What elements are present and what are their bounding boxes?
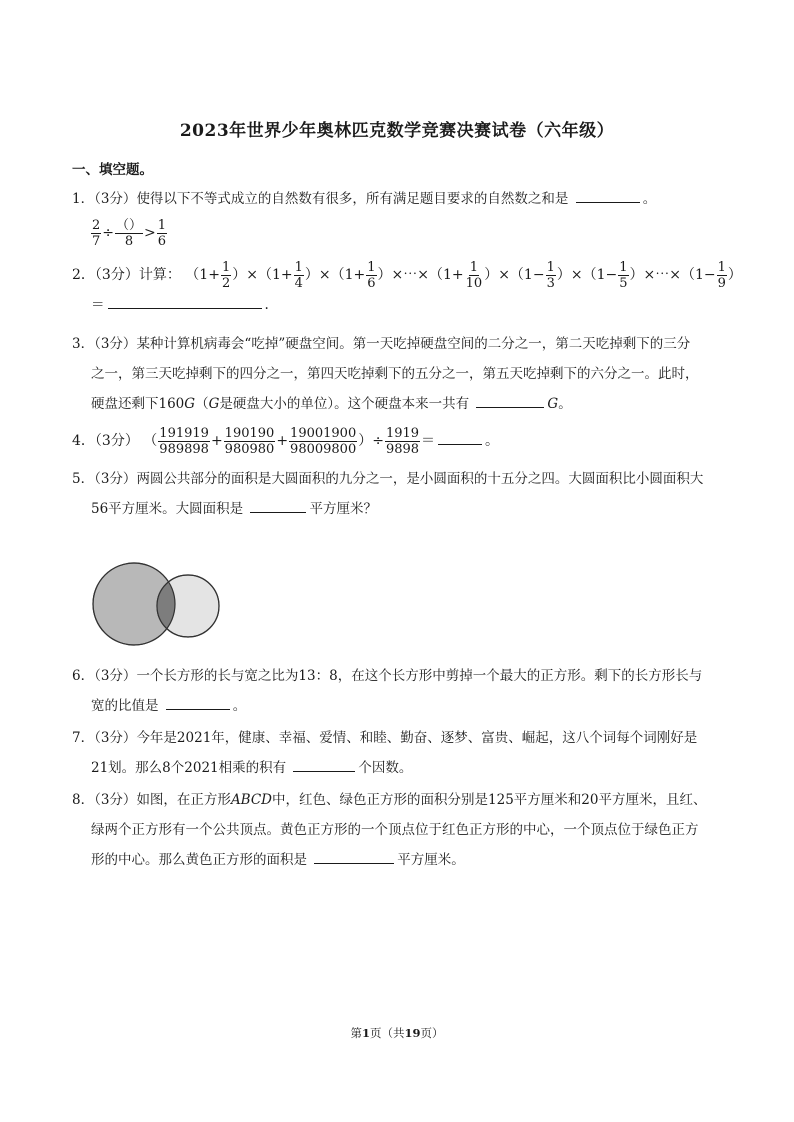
operator: × <box>498 267 510 283</box>
question-7-line-2 <box>72 753 697 783</box>
answer-blank[interactable] <box>166 695 230 710</box>
fraction <box>289 427 357 456</box>
question-score: （3分） <box>94 336 137 352</box>
punctuation: 。 <box>232 698 247 714</box>
question-8 <box>72 785 706 875</box>
square-label: ABCD <box>230 792 273 808</box>
question-3-line-2: 之一，第三天吃掉剩下的四分之一，第四天吃掉剩下的五分之一，第五天吃掉剩下的六分之一。此时， <box>91 366 699 382</box>
numerator: 190190 <box>224 425 275 441</box>
question-score: （3分） <box>94 191 137 207</box>
paren: （1− <box>582 267 618 283</box>
question-text: 是硬盘大小的单位）。这个硬盘本来一共有 <box>219 396 470 412</box>
question-3-line-3 <box>72 389 699 419</box>
denominator: 9 <box>717 275 726 291</box>
question-text: 计算： <box>138 267 181 283</box>
paren: （1− <box>680 267 716 283</box>
fraction <box>157 219 167 248</box>
question-text: （ <box>195 396 209 412</box>
fraction <box>546 261 556 290</box>
question-text: 平方厘米？ <box>309 501 377 517</box>
numerator: 1 <box>546 259 555 275</box>
question-score: （3分） <box>94 668 137 684</box>
denominator: 9898 <box>385 441 420 457</box>
operator: + <box>276 433 289 449</box>
operator: ）÷ <box>358 433 384 449</box>
question-3-line-1 <box>72 329 699 359</box>
operator: + <box>210 433 223 449</box>
operator: > <box>144 225 156 241</box>
fraction <box>115 219 143 248</box>
paren: （1+ <box>257 267 293 283</box>
question-text: 21划。那么8个2021相乘的积有 <box>91 760 287 776</box>
fraction <box>385 427 420 456</box>
denominator: 10 <box>465 275 483 291</box>
question-7 <box>72 723 697 783</box>
answer-blank[interactable] <box>314 849 394 864</box>
fraction <box>465 261 484 290</box>
paren: （1+ <box>330 267 366 283</box>
question-number: 7． <box>72 730 95 746</box>
denominator: 980980 <box>224 441 275 457</box>
paren: ） <box>232 267 247 283</box>
question-score: （3分） <box>94 471 137 487</box>
fraction <box>717 261 727 290</box>
paren: ） <box>629 267 644 283</box>
question-8-line-1 <box>72 785 706 815</box>
answer-blank[interactable] <box>293 757 355 772</box>
footer-text: 第 <box>350 1026 362 1040</box>
total-pages: 19 <box>404 1026 421 1040</box>
paren: ） <box>484 267 499 283</box>
footer-text: 页（共 <box>370 1026 405 1040</box>
answer-blank[interactable] <box>108 294 262 309</box>
numerator: 19001900 <box>290 425 357 441</box>
numerator: （） <box>116 217 143 233</box>
question-4 <box>72 426 499 456</box>
question-text: 硬盘还剩下160 <box>91 396 185 412</box>
punctuation: 。 <box>558 396 572 412</box>
denominator: 4 <box>294 275 303 291</box>
numerator: 191919 <box>159 425 209 441</box>
question-1-line <box>72 184 656 214</box>
fraction <box>158 427 210 456</box>
question-6-line-2 <box>72 691 702 721</box>
denominator: 3 <box>546 275 555 291</box>
denominator: 6 <box>367 275 376 291</box>
question-8-line-2: 绿两个正方形有一个公共顶点。黄色正方形的一个顶点位于红色正方形的中心，一个顶点位于绿色正方 <box>91 822 699 838</box>
question-text: 如图，在正方形 <box>136 792 231 808</box>
operator: × <box>246 267 258 283</box>
numerator: 2 <box>92 217 101 233</box>
question-number: 3． <box>72 336 95 352</box>
footer-text: 页） <box>420 1026 444 1040</box>
page-footer <box>0 1025 794 1041</box>
equals-sign: ＝ <box>421 433 436 449</box>
numerator: 1 <box>157 217 167 233</box>
denominator: 7 <box>92 233 101 249</box>
fraction <box>366 261 376 290</box>
question-number: 8． <box>72 792 95 808</box>
question-text: 个因数。 <box>358 760 413 776</box>
answer-blank[interactable] <box>476 393 544 408</box>
answer-blank[interactable] <box>438 430 482 445</box>
answer-blank[interactable] <box>576 188 640 203</box>
question-5-line-2 <box>72 494 703 524</box>
denominator: 8 <box>124 233 134 249</box>
numerator: 1 <box>221 259 231 275</box>
question-2-answer-line <box>72 290 742 320</box>
question-6-line-1 <box>72 661 702 691</box>
question-text: 某种计算机病毒会“吃掉”硬盘空间。第一天吃掉硬盘空间的二分之一，第二天吃掉剩下的三分 <box>136 336 691 352</box>
numerator: 1919 <box>385 425 420 441</box>
question-text: 宽的比值是 <box>91 698 159 714</box>
paren: （1+ <box>429 267 464 283</box>
question-score: （3分） <box>94 433 139 449</box>
denominator: 6 <box>157 233 167 249</box>
question-text: 56平方厘米。大圆面积是 <box>91 501 244 517</box>
paren: ） <box>727 267 742 283</box>
question-score: （3分） <box>94 267 139 283</box>
operator: ÷ <box>102 225 115 241</box>
punctuation: 。 <box>642 191 657 207</box>
question-3 <box>72 329 699 419</box>
question-5-line-1 <box>72 464 703 494</box>
paren: （1+ <box>185 267 220 283</box>
answer-blank[interactable] <box>250 498 306 513</box>
denominator: 989898 <box>159 441 209 457</box>
question-5 <box>72 464 703 524</box>
paren: （1− <box>509 267 545 283</box>
question-text: 一个长方形的长与宽之比为13：8，在这个长方形中剪掉一个最大的正方形。剩下的长方形长与 <box>136 668 703 684</box>
question-score: （3分） <box>94 730 137 746</box>
denominator: 5 <box>619 275 628 291</box>
question-score: （3分） <box>94 792 137 808</box>
numerator: 1 <box>717 259 726 275</box>
paren: ） <box>377 267 392 283</box>
fraction <box>224 427 276 456</box>
operator: ×⋯× <box>643 267 681 283</box>
question-2 <box>72 260 742 320</box>
question-number: 1． <box>72 191 95 207</box>
unit-symbol: G <box>208 396 220 412</box>
question-number: 2． <box>72 267 95 283</box>
numerator: 1 <box>294 259 303 275</box>
fraction <box>618 261 628 290</box>
unit-symbol: G <box>547 396 559 412</box>
punctuation: 。 <box>485 433 500 449</box>
question-text: 今年是2021年，健康、幸福、爱情、和睦、勤奋、逐梦、富贵、崛起，这八个词每个词刚好是 <box>136 730 698 746</box>
question-6 <box>72 661 702 721</box>
question-text: 形的中心。那么黄色正方形的面积是 <box>91 852 307 868</box>
operator: × <box>318 267 331 283</box>
question-number: 4． <box>72 433 95 449</box>
question-number: 6． <box>72 668 95 684</box>
fraction <box>294 261 304 290</box>
numerator: 1 <box>619 259 628 275</box>
question-number: 5． <box>72 471 95 487</box>
question-text: 使得以下不等式成立的自然数有很多，所有满足题目要求的自然数之和是 <box>136 191 569 207</box>
page-number: 1 <box>361 1026 370 1040</box>
denominator: 98009800 <box>290 441 357 457</box>
operator: × <box>570 267 583 283</box>
paren: ） <box>556 267 571 283</box>
question-2-line <box>72 260 742 290</box>
unit-symbol: G <box>184 396 196 412</box>
operator: ×⋯× <box>391 267 429 283</box>
question-8-line-3 <box>72 845 706 875</box>
question-1 <box>72 184 656 214</box>
question-7-line-1 <box>72 723 697 753</box>
paren: （ <box>143 433 158 449</box>
question-1-inequality <box>90 218 168 248</box>
fraction <box>91 219 101 248</box>
numerator: 1 <box>367 259 376 275</box>
section-heading: 一、填空题。 <box>72 162 153 178</box>
circles-figure <box>88 560 228 650</box>
punctuation: . <box>264 297 269 313</box>
fraction <box>221 261 231 290</box>
question-text: 两圆公共部分的面积是大圆面积的九分之一，是小圆面积的十五分之四。大圆面积比小圆面积大 <box>136 471 704 487</box>
page-title: 2023年世界少年奥林匹克数学竞赛决赛试卷（六年级） <box>179 121 615 141</box>
equals-sign: ＝ <box>91 297 105 313</box>
paren: ） <box>304 267 319 283</box>
numerator: 1 <box>469 259 479 275</box>
question-text: 平方厘米。 <box>397 852 465 868</box>
question-text: 中，红色、绿色正方形的面积分别是125平方厘米和20平方厘米，且红、 <box>272 792 707 808</box>
denominator: 2 <box>221 275 231 291</box>
